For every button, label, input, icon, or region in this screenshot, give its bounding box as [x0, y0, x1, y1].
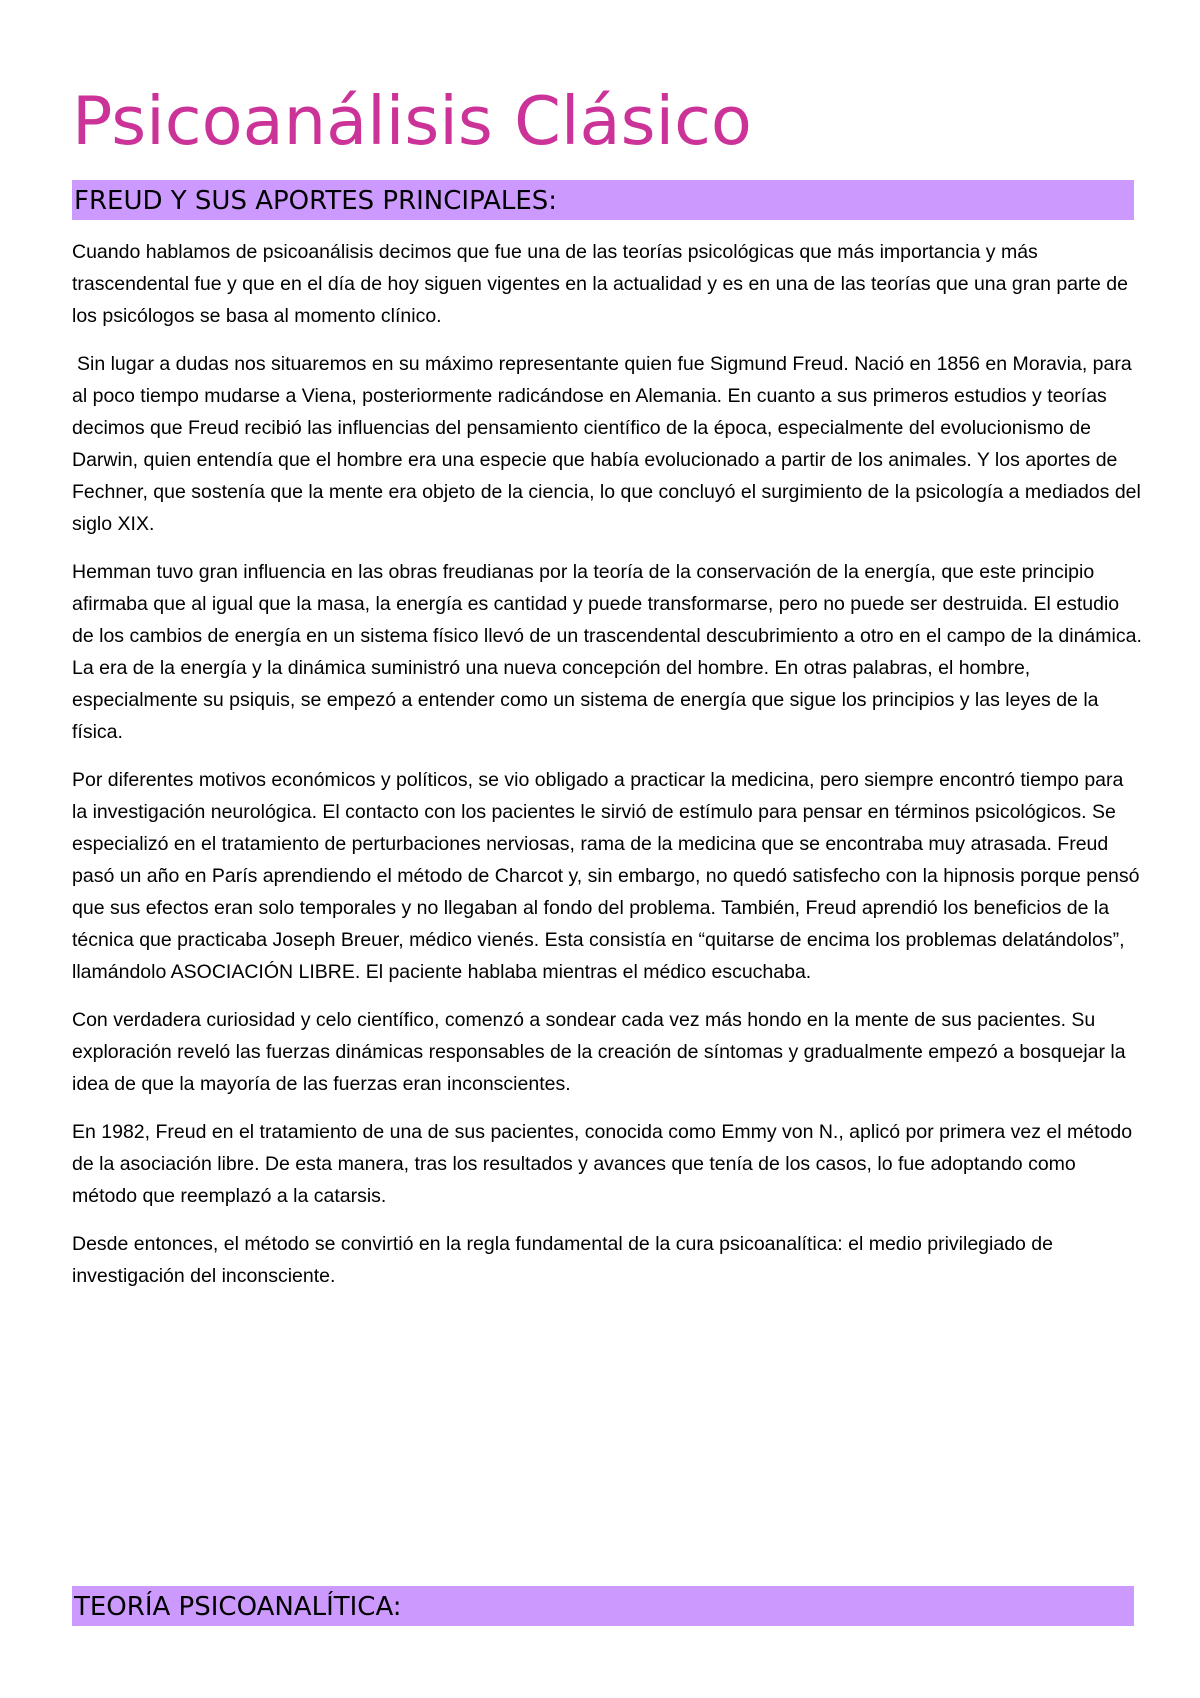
section-heading-teoria: TEORÍA PSICOANALÍTICA: [72, 1586, 1134, 1626]
paragraph: Por diferentes motivos económicos y políticos, se vio obligado a practicar la medicina, pero siempre encontró tiempo para la investigación neurológica. El contacto con los pacientes le sirvió de estímulo para pensar en términos psicológicos. Se especializó en el tratamiento de perturbaciones nerviosas, rama de la medicina que se encontraba muy atrasada. Freud pasó un año en París aprendiendo el método de Charcot y, sin embargo, no quedó satisfecho con la hipnosis porque pensó que sus efectos eran solo temporales y no llegaban al fondo del problema. También, Freud aprendió los beneficios de la técnica que practicaba Joseph Breuer, médico vienés. Esta consistía en “quitarse de encima los problemas delatándolos”, llamándolo ASOCIACIÓN LIBRE. El paciente hablaba mientras el médico escuchaba. [72, 769, 1140, 983]
section-body-freud [72, 236, 1142, 1308]
paragraph: Cuando hablamos de psicoanálisis decimos que fue una de las teorías psicológicas que más importancia y más trascendental fue y que en el día de hoy siguen vigentes en la actualidad y es en una de las teorías que una gran parte de los psicólogos se basa al momento clínico. [72, 241, 1128, 327]
document-title: Psicoanálisis Clásico [72, 82, 752, 160]
paragraph: Sin lugar a dudas nos situaremos en su máximo representante quien fue Sigmund Freud. Nació en 1856 en Moravia, para al poco tiempo mudarse a Viena, posteriormente radicándose en Alemania. En cuanto a sus primeros estudios y teorías decimos que Freud recibió las influencias del pensamiento científico de la época, especialmente del evolucionismo de Darwin, quien entendía que el hombre era una especie que había evolucionado a partir de los animales. Y los aportes de Fechner, que sostenía que la mente era objeto de la ciencia, lo que concluyó el surgimiento de la psicología a mediados del siglo XIX. [72, 353, 1141, 535]
paragraph: Desde entonces, el método se convirtió en la regla fundamental de la cura psicoanalítica: el medio privilegiado de investigación del inconsciente. [72, 1233, 1053, 1287]
paragraph: Con verdadera curiosidad y celo científico, comenzó a sondear cada vez más hondo en la mente de sus pacientes. Su exploración reveló las fuerzas dinámicas responsables de la creación de síntomas y gradualmente empezó a bosquejar la idea de que la mayoría de las fuerzas eran inconscientes. [72, 1009, 1126, 1095]
paragraph: Hemman tuvo gran influencia en las obras freudianas por la teoría de la conservación de la energía, que este principio afirmaba que al igual que la masa, la energía es cantidad y puede transformarse, pero no puede ser destruida. El estudio de los cambios de energía en un sistema físico llevó de un trascendental descubrimiento a otro en el campo de la dinámica. La era de la energía y la dinámica suministró una nueva concepción del hombre. En otras palabras, el hombre, especialmente su psiquis, se empezó a entender como un sistema de energía que sigue los principios y las leyes de la física. [72, 561, 1142, 743]
section-heading-freud: FREUD Y SUS APORTES PRINCIPALES: [72, 180, 1134, 220]
paragraph: En 1982, Freud en el tratamiento de una de sus pacientes, conocida como Emmy von N., aplicó por primera vez el método de la asociación libre. De esta manera, tras los resultados y avances que tenía de los casos, lo fue adoptando como método que reemplazó a la catarsis. [72, 1121, 1133, 1207]
